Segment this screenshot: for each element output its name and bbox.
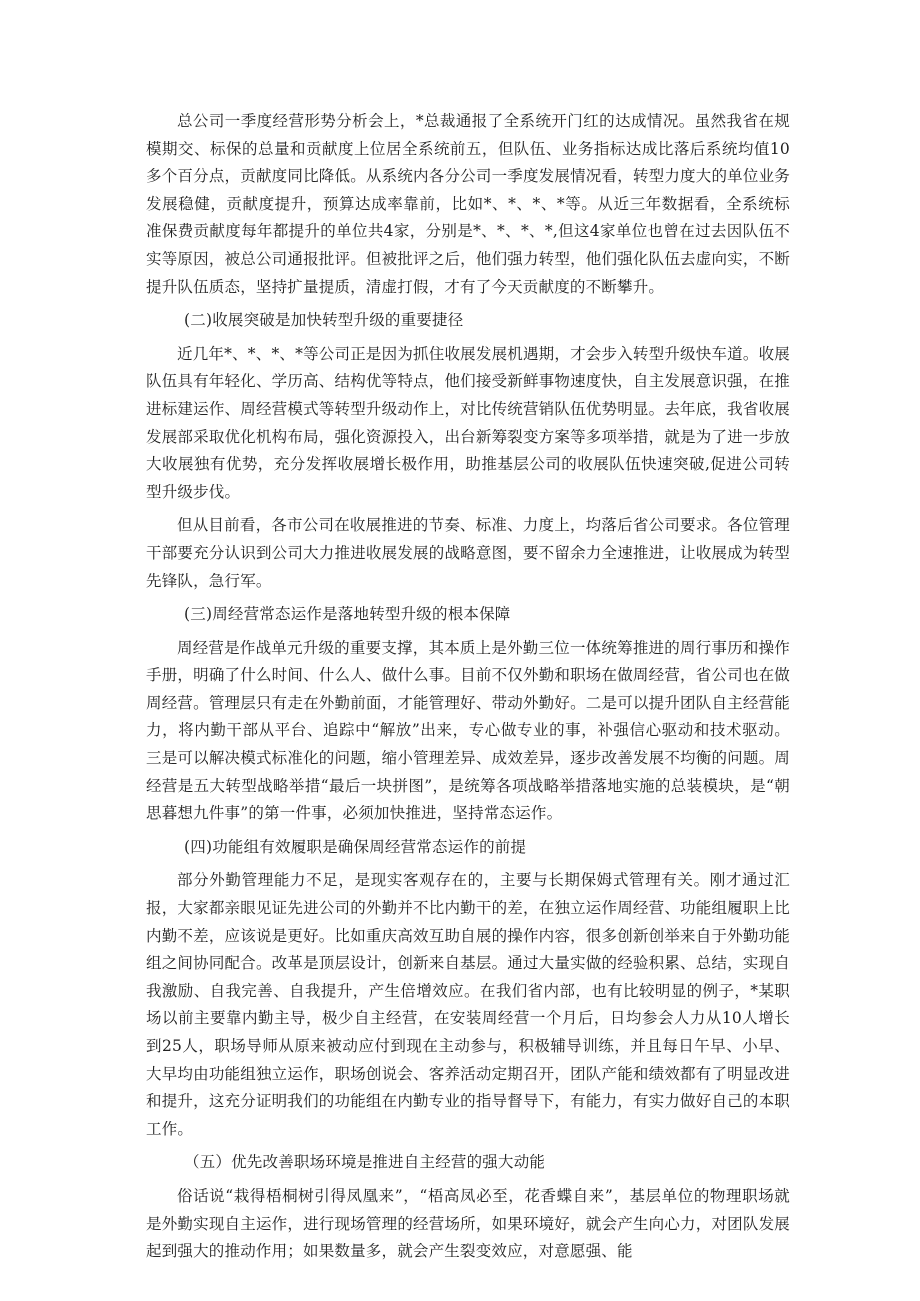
paragraph-3-1: 周经营是作战单元升级的重要支撑，其本质上是外勤三位一体统筹推进的周行事历和操作手册，明确了什么时间、什么人、做什么事。目前不仅外勤和职场在做周经营，省公司也在做周经营。管理层只有走在外勤前面，才能管理好、带动外勤好。二是可以提升团队自主经营能力，将内勤干部从平台、追踪中“解放”出来，专心做专业的事，补强信心驱动和技术驱动。三是可以解决模式标准化的问题，缩小管理差异、成效差异，逐步改善发展不均衡的问题。周经营是五大转型战略举措“最后一块拼图”，是统筹各项战略举措落地实施的总装模块，是“朝思暮想九件事”的第一件事，必须加快推进，坚持常态运作。	[146, 638, 790, 823]
document-body	[146, 108, 790, 1266]
section-heading-5: （五）优先改善职场环境是推进自主经营的强大动能	[184, 1153, 546, 1172]
section-heading-4: (四)功能组有效履职是确保周经营常态运作的前提	[184, 837, 527, 856]
section-heading-3: (三)周经营常态运作是落地转型升级的根本保障	[184, 605, 511, 624]
paragraph-2-1: 近几年*、*、*、*等公司正是因为抓住收展发展机遇期，才会步入转型升级快车道。收展队伍具有年轻化、学历高、结构优等特点，他们接受新鲜事物速度快，自主发展意识强，在推进标建运作、周经营模式等转型升级动作上，对比传统营销队伍优势明显。去年底，我省收展发展部采取优化机构布局，强化资源投入，出台新筹裂变方案等多项举措，就是为了进一步放大收展独有优势，充分发挥收展增长极作用，助推基层公司的收展队伍快速突破,促进公司转型升级步伐。	[146, 344, 790, 501]
paragraph-4-1: 部分外勤管理能力不足，是现实客观存在的，主要与长期保姆式管理有关。刚才通过汇报，大家都亲眼见证先进公司的外勤并不比内勤干的差，在独立运作周经营、功能组履职上比内勤不差，应该说是更好。比如重庆高效互助自展的操作内容，很多创新创举来自于外勤功能组之间协同配合。改革是顶层设计，创新来自基层。通过大量实做的经验积累、总结，实现自我激励、自我完善、自我提升，产生倍增效应。在我们省内部，也有比较明显的例子，*某职场以前主要靠内勤主导，极少自主经营，在安装周经营一个月后，日均参会人力从10人增长到25人，职场导师从原来被动应付到现在主动参与，积极辅导训练，并且每日午早、小早、大早均由功能组独立运作，职场创说会、客养活动定期召开，团队产能和绩效都有了明显改进和提升，这充分证明我们的功能组在内勤专业的指导督导下，有能力，有实力做好自己的本职工作。	[146, 871, 790, 1138]
section-heading-2: (二)收展突破是加快转型升级的重要捷径	[184, 311, 464, 330]
paragraph-intro: 总公司一季度经营形势分析会上，*总裁通报了全系统开门红的达成情况。虽然我省在规模期交、标保的总量和贡献度上位居全系统前五，但队伍、业务指标达成比落后系统均值10多个百分点，贡献度同比降低。从系统内各分公司一季度发展情况看，转型力度大的单位业务发展稳健，贡献度提升，预算达成率靠前，比如*、*、*、*等。从近三年数据看，全系统标准保费贡献度每年都提升的单位共4家，分别是*、*、*、*,但这4家单位也曾在过去因队伍不实等原因，被总公司通报批评。但被批评之后，他们强力转型，他们强化队伍去虚向实，不断提升队伍质态，坚持扩量提质，清虚打假，才有了今天贡献度的不断攀升。	[146, 112, 790, 296]
paragraph-5-1: 俗话说“栽得梧桐树引得凤凰来”，“梧高凤必至，花香蝶自来”，基层单位的物理职场就是外勤实现自主运作，进行现场管理的经营场所，如果环境好，就会产生向心力，对团队发展起到强大的推动作用；如果数量多，就会产生裂变效应，对意愿强、能	[146, 1186, 790, 1261]
paragraph-2-2: 但从目前看，各市公司在收展推进的节奏、标准、力度上，均落后省公司要求。各位管理干部要充分认识到公司大力推进收展发展的战略意图，要不留余力全速推进，让收展成为转型先锋队，急行军。	[146, 516, 790, 590]
